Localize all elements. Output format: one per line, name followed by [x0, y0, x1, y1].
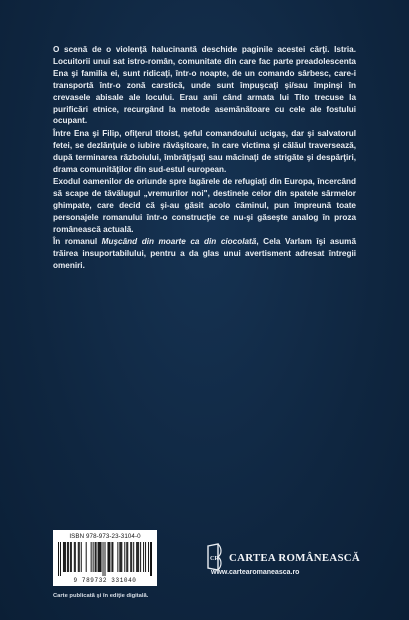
barcode: [58, 542, 152, 576]
barcode-bar: [60, 542, 61, 576]
barcode-bar: [101, 542, 102, 572]
barcode-bar: [100, 542, 101, 572]
barcode-bar: [70, 542, 71, 572]
barcode-bar: [131, 542, 132, 572]
barcode-bar: [95, 542, 96, 572]
barcode-bar: [98, 542, 99, 572]
barcode-bar: [63, 542, 64, 572]
barcode-bar: [120, 542, 121, 572]
barcode-bar: [64, 542, 65, 572]
barcode-bar: [79, 542, 80, 572]
barcode-bar: [99, 542, 100, 572]
barcode-bar: [86, 542, 87, 572]
barcode-bar: [121, 542, 122, 572]
barcode-bar: [137, 542, 138, 572]
digital-edition-note: Carte publicată şi în ediţie digitală.: [53, 593, 149, 599]
barcode-bar: [107, 542, 108, 572]
publisher-name: CARTEA ROMÂNEASCĂ: [229, 552, 360, 564]
publisher-logo-icon: [205, 542, 229, 572]
barcode-bar: [91, 542, 92, 572]
publisher-website: www.cartearomaneasca.ro: [211, 569, 300, 576]
novel-title: Muşcând din moarte ca din ciocolată: [101, 237, 257, 246]
barcode-bar: [71, 542, 72, 572]
blurb-paragraph-2: Între Ena şi Filip, ofiţerul titoist, şeful comandoului ucigaş, dar şi salvatorul fetei, se dezlănţuie o iubire răvăşitoare, în care victima şi călăul traversează, după terminarea războiului, îmbrăţişaţi sau măcinaţi de strigăte şi despărţiri, drama comunităţilor din sud-estul european.: [53, 128, 356, 174]
barcode-bar: [111, 542, 112, 572]
barcode-bar: [74, 542, 75, 572]
barcode-bar: [148, 542, 149, 572]
barcode-bar: [117, 542, 118, 572]
barcode-bar: [67, 542, 68, 572]
barcode-bar: [119, 542, 120, 572]
barcode-bar: [133, 542, 134, 572]
barcode-bar: [58, 542, 59, 576]
publisher-logo-text: CR: [210, 556, 219, 562]
barcode-bar: [108, 542, 109, 572]
barcode-bar: [105, 542, 106, 576]
barcode-bar: [150, 542, 151, 576]
barcode-bar: [136, 542, 137, 572]
barcode-bar: [124, 542, 125, 572]
back-cover-blurb: [53, 44, 356, 272]
barcode-bar: [138, 542, 139, 572]
barcode-bar: [96, 542, 97, 572]
blurb-paragraph-1: O scenă de o violenţă halucinantă deschide paginile acestei cărţi. Istria. Locuitorii unui sat istro-român, comunitate din care fac parte preadolescenta Ena şi familia ei, sunt ridicaţi, într-o noapte, de un comando sârbesc, care-i transportă într-o zonă carstică, unde sunt împuşcaţi şi/sau împinşi în crevasele abisale ale locului. Erau anii când armata lui Tito trecuse la purificări etnice, recurgând la metode asemănătoare cu cele ale fostului ocupant.: [53, 45, 356, 126]
barcode-bar: [93, 542, 94, 572]
barcode-bar: [112, 542, 113, 572]
barcode-bar: [109, 542, 110, 572]
barcode-bar: [127, 542, 128, 572]
barcode-bar: [75, 542, 76, 572]
barcode-bar: [145, 542, 146, 572]
blurb-p4-rest: , Cela Varlam îşi asumă trăirea insuportabilului, pentru a da glas unui avertisment adresat întregii omeniri.: [53, 237, 356, 270]
isbn-label: ISBN 978-973-23-3104-0: [69, 533, 141, 540]
barcode-bar: [143, 542, 144, 572]
barcode-bar: [78, 542, 79, 572]
barcode-bar: [81, 542, 82, 572]
barcode-bar: [103, 542, 104, 576]
barcode-bar: [126, 542, 127, 572]
isbn-barcode-block: [53, 530, 157, 586]
isbn-digits: 9 789732 331040: [73, 577, 137, 584]
barcode-bar: [65, 542, 66, 572]
barcode-bar: [130, 542, 131, 572]
barcode-bar: [68, 542, 69, 572]
blurb-p4-lead: În romanul: [53, 237, 102, 246]
publisher-block: [205, 542, 365, 582]
barcode-bar: [151, 542, 152, 576]
barcode-bar: [140, 542, 141, 572]
blurb-paragraph-4: [53, 236, 356, 272]
blurb-paragraph-3: Exodul oamenilor de oriunde spre lagărele de refugiaţi din Europa, încercând să scape de tăvălugul „vremurilor noi", destinele celor din spatele sârmelor ghimpate, care decid că şi-au găsit acolo căminul, pun împreună toate personajele romanului într-o construcţie ce nu-şi găseşte analog în proza românească actuală.: [53, 176, 356, 234]
